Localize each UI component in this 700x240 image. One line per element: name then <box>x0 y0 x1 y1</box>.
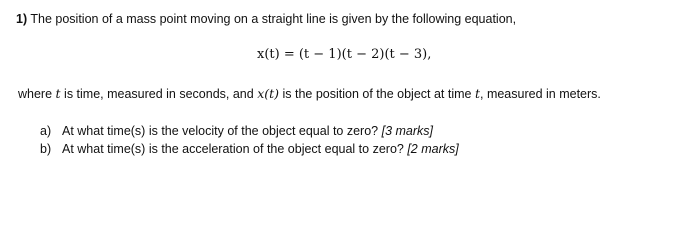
question-intro-text: The position of a mass point moving on a straight line is given by the following equation, <box>30 12 517 26</box>
sub-question-b <box>40 141 459 157</box>
description-text-1: where <box>18 87 56 101</box>
variable-x-of-t: x(t) <box>257 86 280 101</box>
sub-question-b-marks: [2 marks] <box>407 142 459 156</box>
sub-question-a <box>40 123 433 139</box>
sub-question-a-text: At what time(s) is the velocity of the object equal to zero? <box>62 124 382 138</box>
question-intro <box>16 11 516 27</box>
description-text-3: is the position of the object at time <box>279 87 475 101</box>
sub-question-a-marker: a) <box>40 124 52 138</box>
sub-question-a-marks: [3 marks] <box>381 124 434 138</box>
sub-question-b-text: At what time(s) is the acceleration of the object equal to zero? <box>62 142 408 156</box>
description-text-2: is time, measured in seconds, and <box>60 87 258 101</box>
sub-question-b-marker: b) <box>40 142 52 156</box>
variable-t-2: t <box>474 86 480 101</box>
variable-t: t <box>55 86 61 101</box>
variable-description <box>18 86 601 102</box>
position-equation: x(t) = (t − 1)(t − 2)(t − 3), <box>257 47 432 62</box>
question-number: 1) <box>16 12 28 26</box>
description-text-4: , measured in meters. <box>480 87 601 101</box>
